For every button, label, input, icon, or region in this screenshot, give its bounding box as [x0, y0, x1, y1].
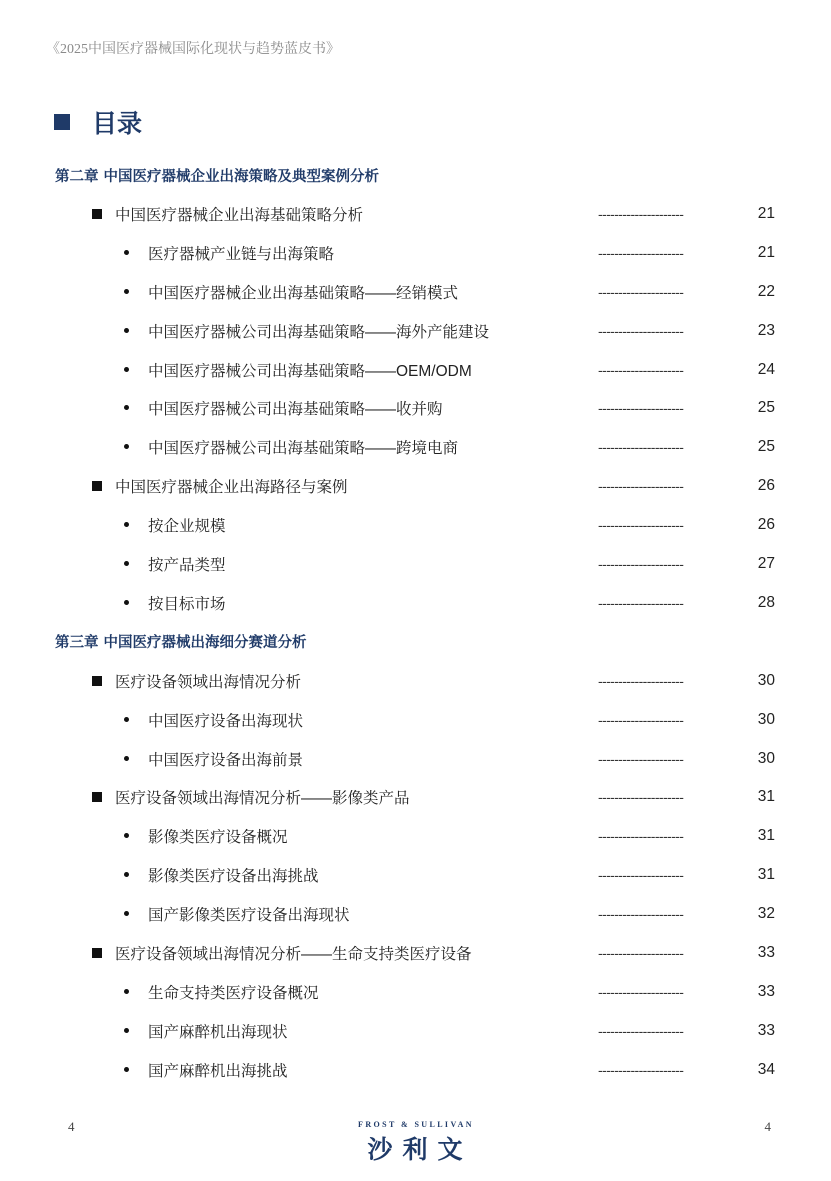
toc-entry[interactable] — [0, 1058, 831, 1082]
toc-entry[interactable] — [0, 902, 831, 926]
toc-page-number: 26 — [757, 516, 775, 534]
toc-entry[interactable] — [0, 824, 831, 848]
toc-page-number: 31 — [757, 866, 775, 884]
toc-page-number: 30 — [757, 749, 775, 767]
toc-entry-label: 医疗设备领域出海情况分析——生命支持类医疗设备 — [115, 946, 472, 963]
toc-entry-label: 第三章 中国医疗器械出海细分赛道分析 — [55, 634, 307, 652]
dot-bullet-icon — [124, 1067, 129, 1072]
toc-page-number: 33 — [757, 982, 775, 1000]
toc-entry[interactable] — [0, 863, 831, 887]
dot-bullet-icon — [124, 911, 129, 916]
toc-entry-label: 医疗设备领域出海情况分析——影像类产品 — [115, 790, 410, 808]
page-number-right: 4 — [764, 1119, 771, 1134]
square-bullet-icon — [92, 676, 102, 686]
toc-entry-label: 中国医疗器械企业出海基础策略——经销模式 — [148, 284, 459, 302]
toc-page-number: 23 — [757, 321, 775, 339]
square-bullet-icon — [92, 209, 102, 219]
toc-heading — [54, 104, 142, 140]
toc-entry[interactable] — [0, 202, 831, 226]
dot-bullet-icon — [124, 600, 129, 605]
toc-page-number: 21 — [757, 204, 775, 222]
report-title: 《2025中国医疗器械国际化现状与趋势蓝皮书》 — [46, 42, 340, 57]
toc-leader: --------------------- — [598, 244, 684, 261]
toc-entry-label: 国产影像类医疗设备出海现状 — [148, 907, 350, 925]
dot-bullet-icon — [124, 756, 129, 761]
dot-bullet-icon — [124, 328, 129, 333]
toc-heading-text: 目录 — [92, 109, 143, 138]
toc-entry[interactable] — [0, 747, 831, 771]
toc-entry-label: 生命支持类医疗设备概况 — [148, 984, 319, 1002]
toc-entry-label: 第二章 中国医疗器械企业出海策略及典型案例分析 — [55, 167, 380, 185]
toc-page-number: 34 — [757, 1060, 775, 1078]
toc-entry-label: 中国医疗器械公司出海基础策略——海外产能建设 — [148, 323, 490, 341]
toc-entry-label: 按企业规模 — [148, 518, 226, 536]
toc-page-number: 33 — [757, 1021, 775, 1039]
toc-leader: --------------------- — [598, 983, 684, 1000]
toc-page-number: 21 — [757, 243, 775, 261]
toc-page-number: 28 — [757, 593, 775, 611]
toc-entry[interactable] — [0, 708, 831, 732]
toc-entry-label: 中国医疗设备出海前景 — [148, 751, 304, 769]
dot-bullet-icon — [124, 833, 129, 838]
page-number-left: 4 — [68, 1119, 75, 1134]
toc-leader: --------------------- — [598, 828, 684, 845]
toc-leader: --------------------- — [598, 867, 684, 884]
square-bullet-icon — [54, 114, 70, 130]
toc-entry-label: 按产品类型 — [148, 557, 226, 574]
dot-bullet-icon — [124, 561, 129, 566]
toc-leader: --------------------- — [598, 478, 684, 495]
logo-english: FROST & SULLIVAN — [358, 1120, 474, 1129]
toc-leader: --------------------- — [598, 1061, 684, 1078]
dot-bullet-icon — [124, 872, 129, 877]
toc-leader: --------------------- — [598, 283, 684, 300]
dot-bullet-icon — [124, 1028, 129, 1033]
toc-entry[interactable] — [0, 785, 831, 809]
toc-leader: --------------------- — [598, 1022, 684, 1039]
toc-entry-label: 按目标市场 — [148, 595, 226, 613]
toc-leader: --------------------- — [598, 439, 684, 456]
toc-entry-label: 医疗器械产业链与出海策略 — [148, 245, 335, 263]
toc-page-number: 31 — [757, 788, 775, 806]
dot-bullet-icon — [124, 250, 129, 255]
toc-leader: --------------------- — [598, 906, 684, 923]
dot-bullet-icon — [124, 444, 129, 449]
toc-leader: --------------------- — [598, 672, 684, 689]
toc-entry[interactable] — [0, 241, 831, 265]
toc-page-number: 30 — [757, 671, 775, 689]
toc-page-number: 24 — [757, 360, 775, 378]
toc-entry[interactable] — [0, 552, 831, 576]
dot-bullet-icon — [124, 289, 129, 294]
toc-leader: --------------------- — [598, 517, 684, 534]
toc-leader: --------------------- — [598, 750, 684, 767]
toc-entry[interactable] — [0, 1019, 831, 1043]
toc-entry-label: 中国医疗设备出海现状 — [148, 712, 304, 730]
toc-entry-label: 国产麻醉机出海挑战 — [148, 1062, 288, 1080]
toc-leader: --------------------- — [598, 322, 684, 339]
dot-bullet-icon — [124, 405, 129, 410]
toc-entry[interactable] — [0, 280, 831, 304]
toc-entry[interactable] — [0, 396, 831, 420]
toc-entry[interactable] — [0, 474, 831, 498]
toc-entry-label: 中国医疗器械公司出海基础策略——收并购 — [148, 401, 443, 419]
dot-bullet-icon — [124, 989, 129, 994]
square-bullet-icon — [92, 792, 102, 802]
toc-entry-label: 中国医疗器械企业出海路径与案例 — [115, 479, 348, 497]
dot-bullet-icon — [124, 717, 129, 722]
logo-chinese: 沙利文 — [367, 1135, 473, 1164]
toc-entry-label: 国产麻醉机出海现状 — [148, 1023, 288, 1041]
toc-chapter[interactable] — [0, 163, 831, 187]
toc-page-number: 31 — [757, 827, 775, 845]
toc-page-number: 33 — [757, 944, 775, 961]
square-bullet-icon — [92, 481, 102, 491]
square-bullet-icon — [92, 948, 102, 958]
toc-entry[interactable] — [0, 980, 831, 1004]
toc-leader: --------------------- — [598, 789, 684, 806]
toc-entry-label: 影像类医疗设备出海挑战 — [148, 868, 319, 886]
toc-entry-label: 中国医疗器械企业出海基础策略分析 — [115, 206, 364, 224]
toc-entry[interactable] — [0, 513, 831, 537]
toc-page-number: 27 — [757, 555, 775, 572]
toc-chapter[interactable] — [0, 630, 831, 654]
toc-entry[interactable] — [0, 435, 831, 459]
toc-page-number: 30 — [757, 710, 775, 728]
dot-bullet-icon — [124, 367, 129, 372]
dot-bullet-icon — [124, 522, 129, 527]
toc-entry[interactable] — [0, 941, 831, 965]
toc-entry[interactable] — [0, 358, 831, 382]
toc-leader: --------------------- — [598, 711, 684, 728]
toc-entry[interactable] — [0, 591, 831, 615]
frost-sullivan-logo — [350, 1120, 482, 1166]
toc-leader: --------------------- — [598, 556, 684, 572]
toc-leader: --------------------- — [598, 361, 684, 378]
toc-entry[interactable] — [0, 669, 831, 693]
toc-leader: --------------------- — [598, 594, 684, 611]
toc-entry[interactable] — [0, 319, 831, 343]
toc-page-number: 25 — [757, 438, 775, 456]
toc-entry-label: 影像类医疗设备概况 — [148, 829, 288, 847]
toc-page-number: 25 — [757, 399, 775, 417]
toc-leader: --------------------- — [598, 205, 684, 222]
toc-entry-label: 医疗设备领域出海情况分析 — [115, 673, 302, 691]
toc-entry-label: 中国医疗器械公司出海基础策略——OEM/ODM — [148, 362, 472, 380]
toc-leader: --------------------- — [598, 400, 684, 417]
toc-page-number: 32 — [757, 905, 775, 923]
toc-leader: --------------------- — [598, 945, 684, 961]
toc-page-number: 26 — [757, 477, 775, 495]
toc-page-number: 22 — [757, 282, 775, 300]
toc-entry-label: 中国医疗器械公司出海基础策略——跨境电商 — [148, 440, 459, 458]
